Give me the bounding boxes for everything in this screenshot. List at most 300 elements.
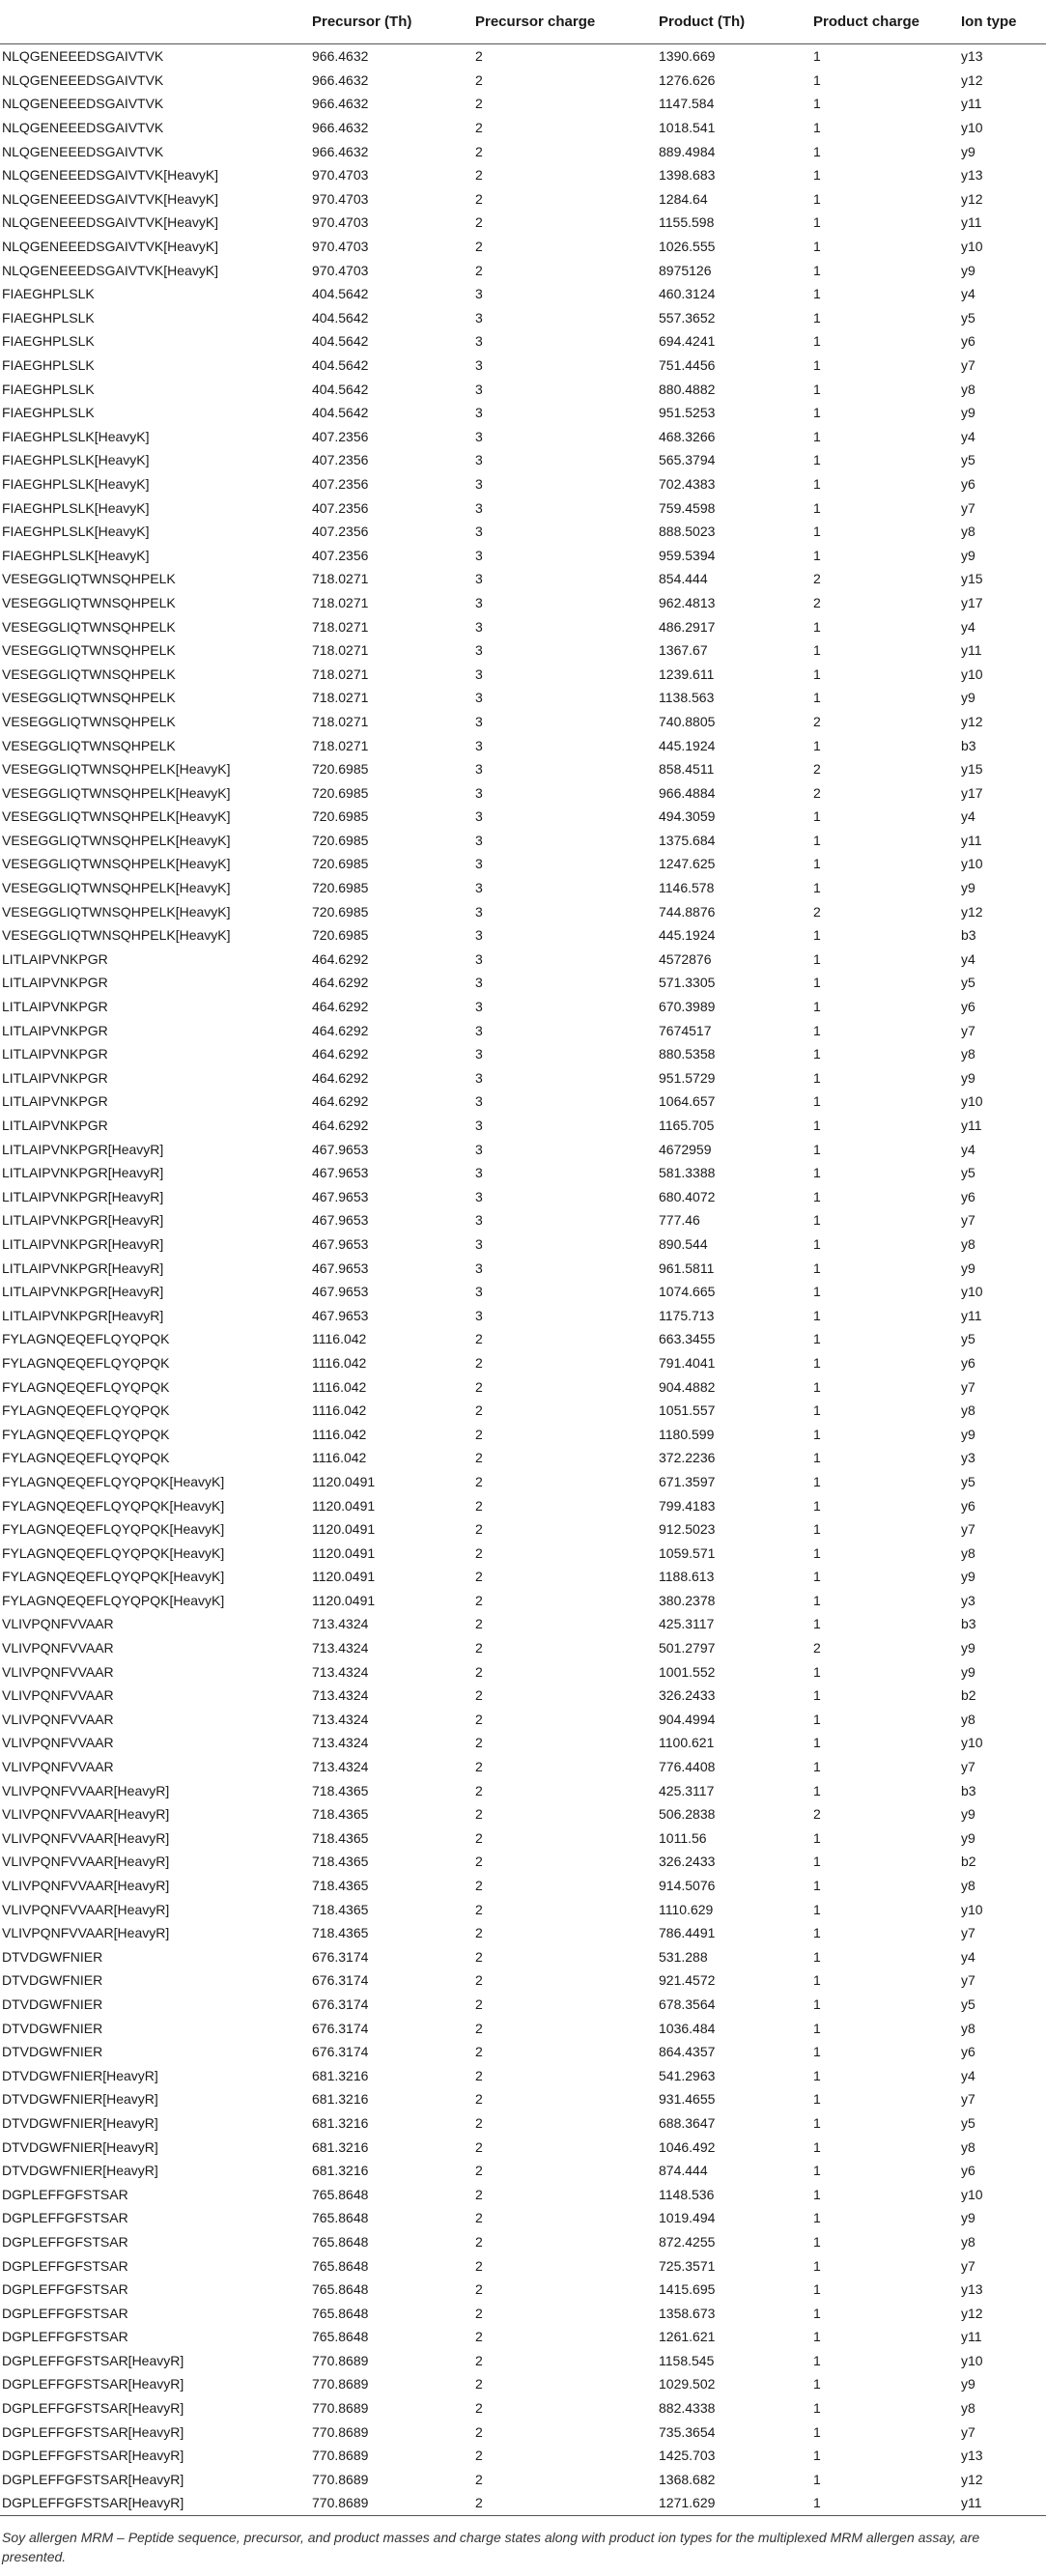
- peptide-sequence-cell: LITLAIPVNKPGR: [2, 1046, 108, 1062]
- precursor-mz-cell: 681.3216: [312, 2067, 369, 2083]
- product-charge-cell: 1: [813, 452, 821, 468]
- precursor-charge-cell: 2: [475, 1948, 483, 1965]
- product-charge-cell: 1: [813, 1497, 821, 1514]
- precursor-mz-cell: 970.4703: [312, 167, 369, 184]
- table-row: [0, 1422, 1046, 1446]
- column-header-product-charge: Product charge: [813, 0, 961, 44]
- table-row: [0, 448, 1046, 472]
- product-charge-cell: 1: [813, 618, 821, 635]
- product-mz-cell: 1019.494: [659, 2210, 716, 2226]
- precursor-mz-cell: 681.3216: [312, 2091, 369, 2108]
- precursor-charge-cell: 3: [475, 927, 483, 944]
- product-mz-cell: 799.4183: [659, 1497, 716, 1514]
- ion-type-cell: y8: [961, 1878, 975, 1894]
- precursor-charge-cell: 2: [475, 96, 483, 112]
- precursor-charge-cell: 2: [475, 1521, 483, 1538]
- peptide-sequence-cell: VLIVPQNFVVAAR: [2, 1735, 114, 1751]
- ion-type-cell: y5: [961, 1473, 975, 1489]
- product-mz-cell: 912.5023: [659, 1521, 716, 1538]
- peptide-sequence-cell: DTVDGWFNIER[HeavyR]: [2, 2163, 158, 2179]
- table-row: [0, 2491, 1046, 2515]
- precursor-mz-cell: 718.0271: [312, 618, 369, 635]
- precursor-charge-cell: 3: [475, 1212, 483, 1229]
- product-mz-cell: 777.46: [659, 1212, 700, 1229]
- precursor-charge-cell: 2: [475, 2020, 483, 2036]
- precursor-mz-cell: 720.6985: [312, 832, 369, 848]
- product-mz-cell: 1146.578: [659, 880, 715, 896]
- product-charge-cell: 1: [813, 1141, 821, 1157]
- peptide-sequence-cell: VESEGGLIQTWNSQHPELK: [2, 690, 176, 706]
- product-mz-cell: 1284.64: [659, 190, 708, 207]
- precursor-mz-cell: 464.6292: [312, 950, 369, 967]
- product-charge-cell: 1: [813, 2067, 821, 2083]
- peptide-sequence-cell: LITLAIPVNKPGR[HeavyR]: [2, 1165, 164, 1181]
- ion-type-cell: y10: [961, 2352, 983, 2368]
- ion-type-cell: y8: [961, 1046, 975, 1062]
- peptide-sequence-cell: VESEGGLIQTWNSQHPELK[HeavyK]: [2, 856, 231, 872]
- table-row: [0, 1042, 1046, 1066]
- table-row: [0, 1185, 1046, 1209]
- precursor-mz-cell: 407.2356: [312, 524, 369, 540]
- ion-type-cell: y4: [961, 1141, 975, 1157]
- table-row: [0, 2468, 1046, 2492]
- table-row: [0, 1659, 1046, 1684]
- peptide-sequence-cell: VESEGGLIQTWNSQHPELK: [2, 618, 176, 635]
- peptide-sequence-cell: NLQGENEEEDSGAIVTVK: [2, 143, 164, 159]
- table-row: [0, 2159, 1046, 2183]
- precursor-mz-cell: 720.6985: [312, 761, 369, 778]
- product-mz-cell: 1155.598: [659, 214, 715, 231]
- product-charge-cell: 1: [813, 1354, 821, 1371]
- product-mz-cell: 671.3597: [659, 1473, 716, 1489]
- product-mz-cell: 1138.563: [659, 690, 715, 706]
- ion-type-cell: y7: [961, 499, 975, 516]
- ion-type-cell: b3: [961, 927, 976, 944]
- product-charge-cell: 1: [813, 1093, 821, 1110]
- precursor-charge-cell: 2: [475, 1759, 483, 1775]
- precursor-charge-cell: 2: [475, 2067, 483, 2083]
- ion-type-cell: y5: [961, 452, 975, 468]
- ion-type-cell: y9: [961, 1569, 975, 1585]
- peptide-sequence-cell: DGPLEFFGFSTSAR[HeavyR]: [2, 2448, 184, 2464]
- table-row: [0, 2301, 1046, 2325]
- peptide-sequence-cell: VESEGGLIQTWNSQHPELK[HeavyK]: [2, 903, 231, 920]
- ion-type-cell: y13: [961, 167, 983, 184]
- table-row: [0, 2016, 1046, 2040]
- precursor-charge-cell: 3: [475, 1284, 483, 1300]
- product-mz-cell: 688.3647: [659, 2114, 716, 2131]
- precursor-charge-cell: 2: [475, 1687, 483, 1704]
- ion-type-cell: y6: [961, 999, 975, 1015]
- precursor-mz-cell: 1116.042: [312, 1354, 367, 1371]
- precursor-mz-cell: 404.5642: [312, 286, 369, 302]
- peptide-sequence-cell: DTVDGWFNIER: [2, 2020, 103, 2036]
- peptide-sequence-cell: LITLAIPVNKPGR: [2, 1022, 108, 1038]
- ion-type-cell: y6: [961, 2163, 975, 2179]
- precursor-charge-cell: 3: [475, 1046, 483, 1062]
- table-row: [0, 1541, 1046, 1565]
- product-charge-cell: 1: [813, 71, 821, 88]
- precursor-mz-cell: 770.8689: [312, 2491, 475, 2515]
- table-row: [0, 1256, 1046, 1280]
- table-row: [0, 1280, 1046, 1304]
- peptide-sequence-cell: FYLAGNQEQEFLQYQPQK: [2, 1331, 170, 1347]
- ion-type-cell: y9: [961, 1260, 975, 1276]
- product-charge-cell: 1: [813, 167, 821, 184]
- product-charge-cell: 1: [813, 2163, 821, 2179]
- product-charge-cell: 1: [813, 2448, 821, 2464]
- product-mz-cell: 565.3794: [659, 452, 716, 468]
- precursor-mz-cell: 1120.0491: [312, 1544, 376, 1561]
- product-mz-cell: 1059.571: [659, 1544, 716, 1561]
- peptide-sequence-cell: VLIVPQNFVVAAR: [2, 1663, 114, 1680]
- precursor-charge-cell: 2: [475, 1616, 483, 1632]
- peptide-sequence-cell: FYLAGNQEQEFLQYQPQK[HeavyK]: [2, 1592, 225, 1608]
- peptide-sequence-cell: VESEGGLIQTWNSQHPELK: [2, 737, 176, 753]
- product-charge-cell: 1: [813, 309, 821, 326]
- table-row: [0, 1993, 1046, 2017]
- product-charge-cell: 1: [813, 333, 821, 350]
- table-row: [0, 401, 1046, 425]
- ion-type-cell: y11: [961, 2491, 1046, 2515]
- table-row: [0, 258, 1046, 282]
- product-mz-cell: 951.5729: [659, 1069, 716, 1086]
- precursor-charge-cell: 2: [475, 1402, 483, 1419]
- precursor-charge-cell: 3: [475, 333, 483, 350]
- table-row: [0, 2182, 1046, 2206]
- table-row: [0, 2325, 1046, 2349]
- product-charge-cell: 1: [813, 1046, 821, 1062]
- precursor-mz-cell: 1116.042: [312, 1378, 367, 1395]
- precursor-mz-cell: 404.5642: [312, 357, 369, 374]
- product-charge-cell: 1: [813, 880, 821, 896]
- precursor-mz-cell: 718.4365: [312, 1806, 369, 1823]
- product-charge-cell: 1: [813, 2114, 821, 2131]
- peptide-sequence-cell: VLIVPQNFVVAAR[HeavyR]: [2, 1925, 170, 1941]
- ion-type-cell: y13: [961, 48, 983, 65]
- product-charge-cell: 1: [813, 286, 821, 302]
- product-mz-cell: 786.4491: [659, 1925, 716, 1941]
- ion-type-cell: y7: [961, 2257, 975, 2274]
- peptide-sequence-cell: FYLAGNQEQEFLQYQPQK[HeavyK]: [2, 1473, 225, 1489]
- product-mz-cell: 864.4357: [659, 2044, 716, 2060]
- ion-type-cell: y11: [961, 1307, 982, 1323]
- precursor-mz-cell: 467.9653: [312, 1188, 369, 1204]
- peptide-sequence-cell: VESEGGLIQTWNSQHPELK[HeavyK]: [2, 761, 231, 778]
- product-mz-cell: 1398.683: [659, 167, 716, 184]
- column-header-product: Product (Th): [659, 0, 813, 44]
- product-mz-cell: 931.4655: [659, 2091, 716, 2108]
- peptide-sequence-cell: NLQGENEEEDSGAIVTVK: [2, 120, 164, 136]
- precursor-mz-cell: 407.2356: [312, 452, 369, 468]
- precursor-charge-cell: 3: [475, 1188, 483, 1204]
- product-mz-cell: 914.5076: [659, 1878, 716, 1894]
- precursor-charge-cell: 3: [475, 428, 483, 444]
- precursor-charge-cell: 3: [475, 1165, 483, 1181]
- peptide-sequence-cell: LITLAIPVNKPGR: [2, 975, 108, 991]
- peptide-sequence-cell: DGPLEFFGFSTSAR: [2, 2186, 128, 2202]
- precursor-charge-cell: 3: [475, 832, 483, 848]
- product-mz-cell: 581.3388: [659, 1165, 716, 1181]
- precursor-charge-cell: 3: [475, 761, 483, 778]
- precursor-charge-cell: 2: [475, 1640, 483, 1656]
- product-charge-cell: 1: [813, 1782, 821, 1798]
- product-charge-cell: 1: [813, 547, 821, 563]
- ion-type-cell: y7: [961, 1925, 975, 1941]
- peptide-sequence-cell: DTVDGWFNIER[HeavyR]: [2, 2091, 158, 2108]
- table-row: [0, 2253, 1046, 2278]
- table-row: [0, 1137, 1046, 1161]
- precursor-charge-cell: 2: [475, 239, 483, 255]
- product-mz-cell: 1026.555: [659, 239, 716, 255]
- product-charge-cell: 1: [813, 2376, 821, 2392]
- product-charge-cell: 2: [813, 713, 821, 729]
- table-row: [0, 354, 1046, 378]
- precursor-mz-cell: 718.4365: [312, 1925, 369, 1941]
- product-mz-cell: 1110.629: [659, 1901, 714, 1917]
- peptide-sequence-cell: VESEGGLIQTWNSQHPELK[HeavyK]: [2, 808, 231, 825]
- product-mz-cell: 506.2838: [659, 1806, 716, 1823]
- product-mz-cell: 961.5811: [659, 1260, 715, 1276]
- ion-type-cell: y13: [961, 2281, 983, 2298]
- peptide-sequence-cell: VLIVPQNFVVAAR[HeavyR]: [2, 1878, 170, 1894]
- product-charge-cell: 1: [813, 1069, 821, 1086]
- precursor-charge-cell: 2: [475, 143, 483, 159]
- ion-type-cell: y10: [961, 665, 983, 682]
- table-row: [0, 2040, 1046, 2064]
- product-charge-cell: 1: [813, 1925, 821, 1941]
- precursor-charge-cell: 3: [475, 499, 483, 516]
- product-mz-cell: 759.4598: [659, 499, 716, 516]
- product-mz-cell: 904.4882: [659, 1378, 716, 1395]
- product-mz-cell: 425.3117: [659, 1616, 715, 1632]
- ion-type-cell: y7: [961, 2423, 975, 2440]
- peptide-sequence-cell: FIAEGHPLSLK[HeavyK]: [2, 524, 150, 540]
- ion-type-cell: y5: [961, 1996, 975, 2012]
- peptide-sequence-cell: FIAEGHPLSLK: [2, 405, 95, 421]
- ion-type-cell: y9: [961, 405, 975, 421]
- product-charge-cell: 1: [813, 214, 821, 231]
- precursor-charge-cell: 2: [475, 2186, 483, 2202]
- table-row: [0, 1708, 1046, 1732]
- precursor-mz-cell: 718.0271: [312, 690, 369, 706]
- precursor-mz-cell: 970.4703: [312, 190, 369, 207]
- precursor-mz-cell: 467.9653: [312, 1235, 369, 1252]
- ion-type-cell: y3: [961, 1592, 975, 1608]
- precursor-mz-cell: 404.5642: [312, 309, 369, 326]
- product-charge-cell: 1: [813, 1854, 821, 1870]
- precursor-charge-cell: 3: [475, 381, 483, 397]
- ion-type-cell: y3: [961, 1450, 975, 1466]
- ion-type-cell: y8: [961, 1544, 975, 1561]
- table-row: [0, 2206, 1046, 2230]
- table-row: [0, 1399, 1046, 1423]
- product-mz-cell: 1239.611: [659, 665, 715, 682]
- ion-type-cell: y17: [961, 594, 983, 610]
- product-charge-cell: 1: [813, 1521, 821, 1538]
- product-charge-cell: 1: [813, 1972, 821, 1989]
- product-mz-cell: 921.4572: [659, 1972, 716, 1989]
- product-mz-cell: 744.8876: [659, 903, 716, 920]
- ion-type-cell: y8: [961, 1235, 975, 1252]
- precursor-charge-cell: 2: [475, 1473, 483, 1489]
- peptide-sequence-cell: FYLAGNQEQEFLQYQPQK: [2, 1378, 170, 1395]
- table-row: [0, 1066, 1046, 1090]
- peptide-sequence-cell: VLIVPQNFVVAAR[HeavyR]: [2, 1854, 170, 1870]
- product-mz-cell: 372.2236: [659, 1450, 716, 1466]
- peptide-sequence-cell: VESEGGLIQTWNSQHPELK[HeavyK]: [2, 927, 231, 944]
- product-mz-cell: 725.3571: [659, 2257, 716, 2274]
- product-mz-cell: 571.3305: [659, 975, 716, 991]
- table-row: [0, 116, 1046, 140]
- ion-type-cell: y4: [961, 2067, 975, 2083]
- product-charge-cell: 1: [813, 950, 821, 967]
- ion-type-cell: y6: [961, 1497, 975, 1514]
- product-mz-cell: 1147.584: [659, 96, 715, 112]
- table-row: [0, 1374, 1046, 1399]
- ion-type-cell: y9: [961, 143, 975, 159]
- column-header-precursor: Precursor (Th): [312, 0, 475, 44]
- table-row: [0, 2135, 1046, 2159]
- product-mz-cell: 776.4408: [659, 1759, 716, 1775]
- product-mz-cell: 557.3652: [659, 309, 716, 326]
- peptide-sequence-cell: NLQGENEEEDSGAIVTVK: [2, 71, 164, 88]
- precursor-charge-cell: 3: [475, 1235, 483, 1252]
- ion-type-cell: y17: [961, 784, 983, 801]
- peptide-sequence-cell: DGPLEFFGFSTSAR: [2, 2305, 128, 2321]
- peptide-sequence-cell: LITLAIPVNKPGR: [2, 1093, 108, 1110]
- product-mz-cell: 1367.67: [659, 642, 708, 659]
- product-mz-cell: 882.4338: [659, 2400, 716, 2417]
- peptide-sequence-cell: DGPLEFFGFSTSAR[HeavyR]: [2, 2423, 184, 2440]
- peptide-sequence-cell: DTVDGWFNIER[HeavyR]: [2, 2067, 158, 2083]
- peptide-sequence-cell: DTVDGWFNIER[HeavyR]: [2, 2114, 158, 2131]
- product-charge-cell: 1: [813, 690, 821, 706]
- ion-type-cell: y9: [961, 880, 975, 896]
- ion-type-cell: b3: [961, 1616, 976, 1632]
- product-charge-cell: 1: [813, 524, 821, 540]
- ion-type-cell: y8: [961, 524, 975, 540]
- table-row: [0, 235, 1046, 259]
- product-charge-cell: 2: [813, 784, 821, 801]
- precursor-mz-cell: 713.4324: [312, 1759, 369, 1775]
- precursor-charge-cell: 3: [475, 452, 483, 468]
- precursor-charge-cell: 2: [475, 2305, 483, 2321]
- precursor-charge-cell: 2: [475, 1569, 483, 1585]
- product-mz-cell: 1011.56: [659, 1829, 707, 1846]
- peptide-sequence-cell: DGPLEFFGFSTSAR: [2, 2210, 128, 2226]
- precursor-mz-cell: 765.8648: [312, 2257, 369, 2274]
- precursor-mz-cell: 1120.0491: [312, 1592, 376, 1608]
- peptide-sequence-cell: DTVDGWFNIER: [2, 1996, 103, 2012]
- product-mz-cell: 854.444: [659, 571, 708, 587]
- product-charge-cell: 2: [813, 594, 821, 610]
- precursor-mz-cell: 404.5642: [312, 381, 369, 397]
- table-row: [0, 686, 1046, 710]
- precursor-charge-cell: 3: [475, 1118, 483, 1134]
- ion-type-cell: y9: [961, 547, 975, 563]
- precursor-charge-cell: 2: [475, 1378, 483, 1395]
- table-row: [0, 733, 1046, 757]
- precursor-mz-cell: 713.4324: [312, 1663, 369, 1680]
- ion-type-cell: y7: [961, 1972, 975, 1989]
- ion-type-cell: y9: [961, 262, 975, 278]
- precursor-mz-cell: 464.6292: [312, 1046, 369, 1062]
- product-charge-cell: 1: [813, 2044, 821, 2060]
- precursor-mz-cell: 718.4365: [312, 1782, 369, 1798]
- ion-type-cell: y11: [961, 96, 982, 112]
- product-charge-cell: 1: [813, 808, 821, 825]
- table-row: [0, 2230, 1046, 2254]
- peptide-sequence-cell: FIAEGHPLSLK: [2, 357, 95, 374]
- product-charge-cell: 1: [813, 96, 821, 112]
- ion-type-cell: y12: [961, 713, 983, 729]
- product-charge-cell: 1: [813, 832, 821, 848]
- peptide-sequence-cell: LITLAIPVNKPGR: [2, 950, 108, 967]
- precursor-mz-cell: 1120.0491: [312, 1569, 376, 1585]
- product-charge-cell: 1: [813, 2210, 821, 2226]
- precursor-mz-cell: 713.4324: [312, 1616, 369, 1632]
- precursor-charge-cell: 2: [475, 2091, 483, 2108]
- product-mz-cell: 1425.703: [659, 2448, 716, 2464]
- product-charge-cell: 1: [813, 1212, 821, 1229]
- precursor-mz-cell: 770.8689: [312, 2448, 369, 2464]
- precursor-mz-cell: 720.6985: [312, 808, 369, 825]
- precursor-mz-cell: 720.6985: [312, 880, 369, 896]
- table-row: [0, 852, 1046, 876]
- precursor-charge-cell: 2: [475, 1450, 483, 1466]
- ion-type-cell: y12: [961, 2305, 983, 2321]
- peptide-sequence-cell: VLIVPQNFVVAAR[HeavyR]: [2, 1901, 170, 1917]
- peptide-sequence-cell: FYLAGNQEQEFLQYQPQK[HeavyK]: [2, 1521, 225, 1538]
- table-row: [0, 1351, 1046, 1375]
- product-mz-cell: 858.4511: [659, 761, 715, 778]
- product-charge-cell: 1: [813, 262, 821, 278]
- product-charge-cell: 1: [813, 48, 821, 65]
- peptide-sequence-cell: FIAEGHPLSLK: [2, 333, 95, 350]
- precursor-charge-cell: 3: [475, 618, 483, 635]
- product-mz-cell: 541.2963: [659, 2067, 716, 2083]
- product-charge-cell: 1: [813, 2138, 821, 2155]
- precursor-charge-cell: 3: [475, 950, 483, 967]
- product-charge-cell: 1: [813, 428, 821, 444]
- precursor-charge-cell: 2: [475, 2233, 483, 2250]
- product-mz-cell: 445.1924: [659, 927, 716, 944]
- precursor-mz-cell: 765.8648: [312, 2210, 369, 2226]
- product-mz-cell: 1368.682: [659, 2471, 716, 2487]
- ion-type-cell: y10: [961, 1093, 983, 1110]
- precursor-mz-cell: 966.4632: [312, 143, 369, 159]
- table-row: [0, 69, 1046, 93]
- precursor-charge-cell: 3: [475, 1022, 483, 1038]
- ion-type-cell: y11: [961, 2329, 982, 2345]
- precursor-charge-cell: 2: [475, 1592, 483, 1608]
- product-charge-cell: 1: [813, 1569, 821, 1585]
- table-row: [0, 2396, 1046, 2420]
- precursor-mz-cell: 718.4365: [312, 1878, 369, 1894]
- ion-type-cell: y9: [961, 2376, 975, 2392]
- ion-type-cell: y5: [961, 2114, 975, 2131]
- peptide-sequence-cell: LITLAIPVNKPGR[HeavyR]: [2, 1141, 164, 1157]
- precursor-charge-cell: 3: [475, 1307, 483, 1323]
- product-mz-cell: 1271.629: [659, 2491, 813, 2515]
- precursor-charge-cell: 2: [475, 2281, 483, 2298]
- product-charge-cell: 1: [813, 737, 821, 753]
- product-mz-cell: 4572876: [659, 950, 712, 967]
- precursor-mz-cell: 407.2356: [312, 428, 369, 444]
- peptide-sequence-cell: NLQGENEEEDSGAIVTVK[HeavyK]: [2, 239, 219, 255]
- peptide-sequence-cell: VLIVPQNFVVAAR: [2, 1640, 114, 1656]
